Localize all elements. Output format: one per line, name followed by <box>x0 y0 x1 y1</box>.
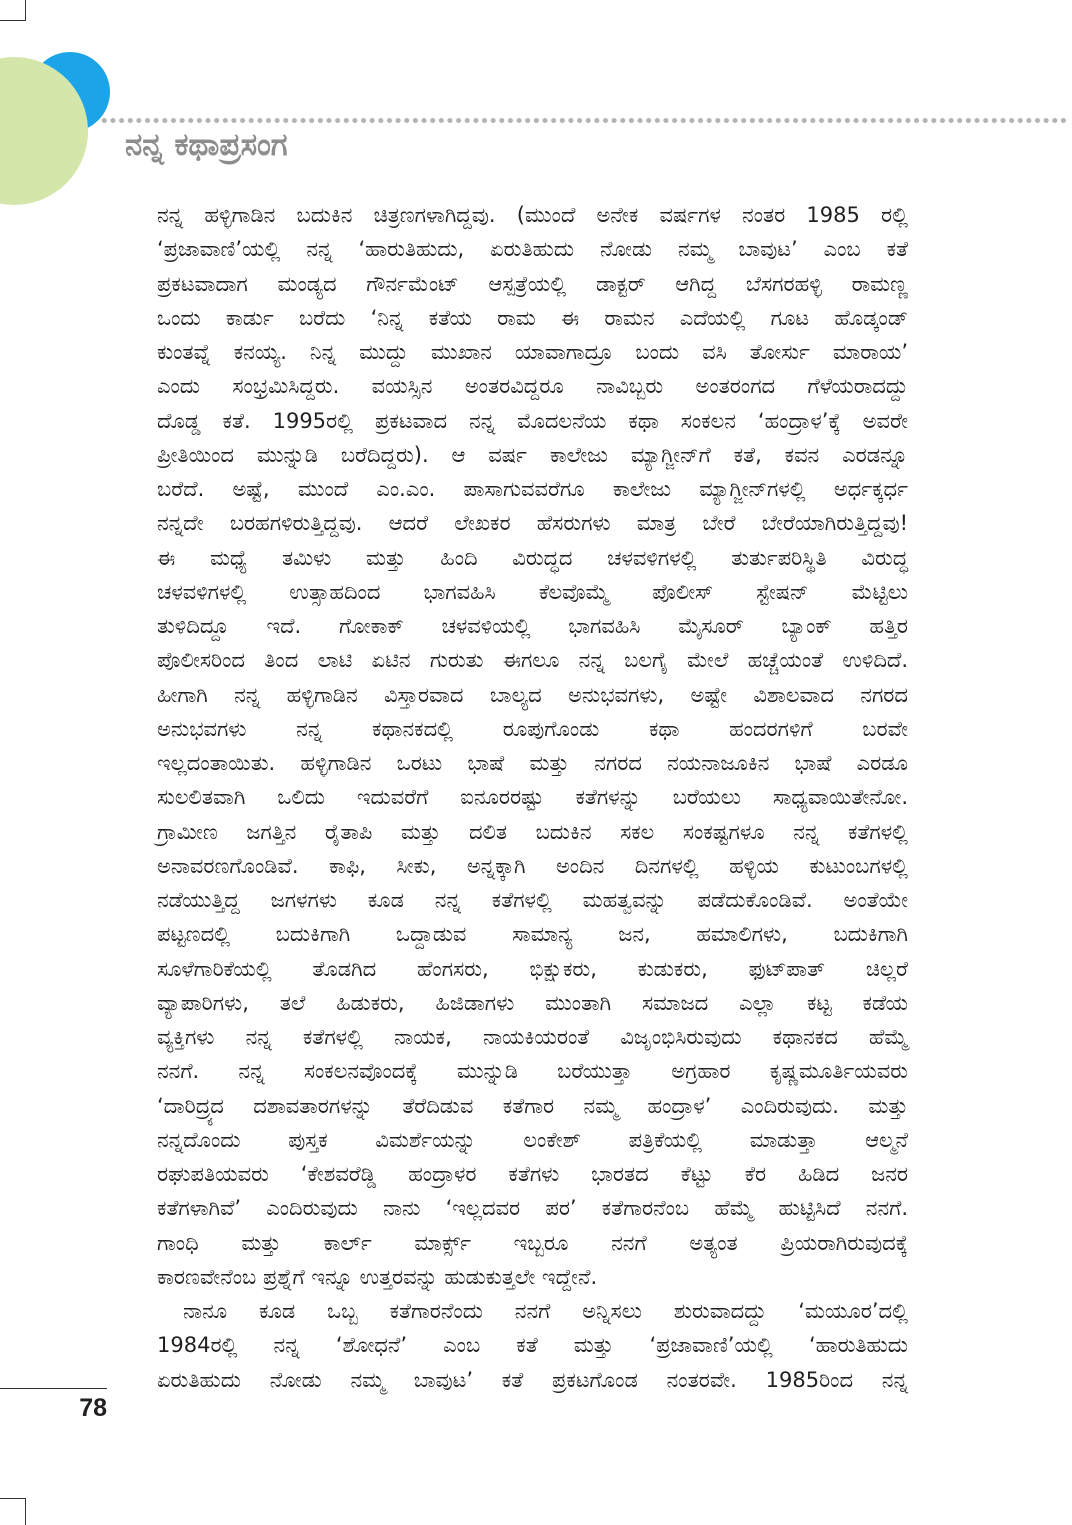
body-text-line: ಪಟ್ಟಣದಲ್ಲಿ ಬದುಕಿಗಾಗಿ ಒದ್ದಾಡುವ ಸಾಮಾನ್ಯ ಜನ, ಹಮಾಲಿಗಳು, ಬದುಕಿಗಾಗಿ <box>157 922 908 947</box>
body-text-line: ಪೊಲೀಸರಿಂದ ತಿಂದ ಲಾಟಿ ಏಟಿನ ಗುರುತು ಈಗಲೂ ನನ್ನ ಬಲಗೈ ಮೇಲೆ ಹಚ್ಚೆಯಂತೆ ಉಳಿದಿದೆ. <box>157 648 908 673</box>
body-text-line: ವ್ಯಕ್ತಿಗಳು ನನ್ನ ಕತೆಗಳಲ್ಲಿ ನಾಯಕ, ನಾಯಕಿಯರಂತೆ ವಿಜೃಂಭಿಸಿರುವುದು ಕಥಾನಕದ ಹೆಮ್ಮೆ <box>157 1025 908 1049</box>
body-text-line: ಇಲ್ಲದಂತಾಯಿತು. ಹಳ್ಳಿಗಾಡಿನ ಒರಟು ಭಾಷೆ ಮತ್ತು ನಗರದ ನಯನಾಜೂಕಿನ ಭಾಷೆ ಎರಡೂ <box>157 751 908 775</box>
body-text-line: ದೊಡ್ಡ ಕತೆ. 1995ರಲ್ಲಿ ಪ್ರಕಟವಾದ ನನ್ನ ಮೊದಲನೆಯ ಕಥಾ ಸಂಕಲನ ‘ಹಂದ್ರಾಳ’ಕ್ಕೆ ಅವರೇ <box>157 408 908 433</box>
header-dotted-rule <box>100 117 1068 124</box>
body-text-line: ಈ ಮಧ್ಯೆ ತಮಿಳು ಮತ್ತು ಹಿಂದಿ ವಿರುದ್ಧದ ಚಳವಳಿಗಳಲ್ಲಿ ತುರ್ತುಪರಿಸ್ಥಿತಿ ವಿರುದ್ಧ <box>157 545 908 570</box>
body-text-line: ನನ್ನದೊಂದು ಪುಸ್ತಕ ವಿಮರ್ಶೆಯನ್ನು ಲಂಕೇಶ್ ಪತ್ರಿಕೆಯಲ್ಲಿ ಮಾಡುತ್ತಾ ಆಲ್ಮನೆ <box>157 1127 908 1152</box>
body-text-line: ಹೀಗಾಗಿ ನನ್ನ ಹಳ್ಳಿಗಾಡಿನ ವಿಸ್ತಾರವಾದ ಬಾಲ್ಯದ ಅನುಭವಗಳು, ಅಷ್ಟೇ ವಿಶಾಲವಾದ ನಗರದ <box>157 682 908 707</box>
body-text-line: ಒಂದು ಕಾರ್ಡು ಬರೆದು ‘ನಿನ್ನ ಕತೆಯ ರಾಮ ಈ ರಾಮನ ಎದೆಯಲ್ಲಿ ಗೂಟ ಹೊಡ್ಕಂಡ್ <box>157 305 908 330</box>
body-text-line: ಕತೆಗಳಾಗಿವೆ’ ಎಂದಿರುವುದು ನಾನು ‘ಇಲ್ಲದವರ ಪರ’ ಕತೆಗಾರನೆಂಬ ಹೆಮ್ಮೆ ಹುಟ್ಟಿಸಿದೆ ನನಗೆ. <box>157 1196 908 1221</box>
crop-mark-top-left-vertical <box>25 0 26 21</box>
body-text-line: ತುಳಿದಿದ್ದೂ ಇದೆ. ಗೋಕಾಕ್ ಚಳವಳಿಯಲ್ಲಿ ಭಾಗವಹಿಸಿ ಮೈಸೂರ್ ಬ್ಯಾಂಕ್ ಹತ್ತಿರ <box>157 614 908 638</box>
body-text-line: ಅನಾವರಣಗೊಂಡಿವೆ. ಕಾಫಿ, ಸೀಕು, ಅನ್ನಕ್ಕಾಗಿ ಅಂದಿನ ದಿನಗಳಲ್ಲಿ ಹಳ್ಳಿಯ ಕುಟುಂಬಗಳಲ್ಲಿ <box>157 853 908 878</box>
body-text-line: ಸುಲಲಿತವಾಗಿ ಒಲಿದು ಇದುವರೆಗೆ ಐನೂರರಷ್ಟು ಕತೆಗಳನ್ನು ಬರೆಯಲು ಸಾಧ್ಯವಾಯಿತೇನೋ. <box>157 785 908 810</box>
body-text-line: 1984ರಲ್ಲಿ ನನ್ನ ‘ಶೋಧನೆ’ ಎಂಬ ಕತೆ ಮತ್ತು ‘ಪ್ರಜಾವಾಣಿ’ಯಲ್ಲಿ ‘ಹಾರುತಿಹುದು <box>157 1333 908 1358</box>
body-text-line: ರಘುಪತಿಯವರು ‘ಕೇಶವರೆಡ್ಡಿ ಹಂದ್ರಾಳರ ಕತೆಗಳು ಭಾರತದ ಕೆಟ್ಟು ಕೆರ ಹಿಡಿದ ಜನರ <box>157 1162 908 1186</box>
crop-mark-bottom-left-vertical <box>25 1498 26 1525</box>
body-text-line: ಕಾರಣವೇನೆಂಬ ಪ್ರಶ್ನೆಗೆ ಇನ್ನೂ ಉತ್ತರವನ್ನು ಹುಡುಕುತ್ತಲೇ ಇದ್ದೇನೆ. <box>157 1264 598 1289</box>
body-text-line: ನನಗೆ. ನನ್ನ ಸಂಕಲನವೊಂದಕ್ಕೆ ಮುನ್ನುಡಿ ಬರೆಯುತ್ತಾ ಅಗ್ರಹಾರ ಕೃಷ್ಣಮೂರ್ತಿಯವರು <box>157 1059 908 1084</box>
crop-mark-top-left-horizontal <box>0 20 26 21</box>
body-text-line: ಬರೆದೆ. ಅಷ್ಟೆ, ಮುಂದೆ ಎಂ.ಎಂ. ಪಾಸಾಗುವವರೆಗೂ ಕಾಲೇಜು ಮ್ಯಾಗ್ಜೀನ್‌ಗಳಲ್ಲಿ ಅರ್ಧಕ್ಕರ್ಧ <box>157 477 908 501</box>
body-text-line: ವ್ಯಾಪಾರಿಗಳು, ತಲೆ ಹಿಡುಕರು, ಹಿಜಿಡಾಗಳು ಮುಂತಾಗಿ ಸಮಾಜದ ಎಲ್ಲಾ ಕಟ್ಟ ಕಡೆಯ <box>157 990 908 1015</box>
body-text-line: ನಾನೂ ಕೂಡ ಒಬ್ಬ ಕತೆಗಾರನೆಂದು ನನಗೆ ಅನ್ನಿಸಲು ಶುರುವಾದದ್ದು ‘ಮಯೂರ’ದಲ್ಲಿ <box>183 1299 908 1323</box>
paragraph <box>157 198 908 1294</box>
body-text-line: ಚಳವಳಿಗಳಲ್ಲಿ ಉತ್ಸಾಹದಿಂದ ಭಾಗವಹಿಸಿ ಕೆಲವೊಮ್ಮೆ ಪೊಲೀಸ್ ಸ್ಟೇಷನ್ ಮೆಟ್ಟಿಲು <box>157 579 908 604</box>
page-number: 78 <box>79 1394 107 1422</box>
body-text-line: ಎಂದು ಸಂಭ್ರಮಿಸಿದ್ದರು. ವಯಸ್ಸಿನ ಅಂತರವಿದ್ದರೂ ನಾವಿಬ್ಬರು ಅಂತರಂಗದ ಗೆಳೆಯರಾದದ್ದು <box>157 374 908 399</box>
body-text-line: ‘ಪ್ರಜಾವಾಣಿ’ಯಲ್ಲಿ ನನ್ನ ‘ಹಾರುತಿಹುದು, ಏರುತಿಹುದು ನೋಡು ನಮ್ಮ ಬಾವುಟ’ ಎಂಬ ಕತೆ <box>157 237 908 262</box>
body-text-line: ನಡೆಯುತ್ತಿದ್ದ ಜಗಳಗಳು ಕೂಡ ನನ್ನ ಕತೆಗಳಲ್ಲಿ ಮಹತ್ವವನ್ನು ಪಡೆದುಕೊಂಡಿವೆ. ಅಂತೆಯೇ <box>157 888 908 912</box>
body-text-line: ಸೂಳೆಗಾರಿಕೆಯಲ್ಲಿ ತೊಡಗಿದ ಹೆಂಗಸರು, ಭಿಕ್ಷುಕರು, ಕುಡುಕರು, ಫುಟ್‌ಪಾತ್ ಚಿಲ್ಲರೆ <box>157 956 908 981</box>
body-text-line: ನನ್ನದೇ ಬರಹಗಳಿರುತ್ತಿದ್ದವು. ಆದರೆ ಲೇಖಕರ ಹೆಸರುಗಳು ಮಾತ್ರ ಬೇರೆ ಬೇರೆಯಾಗಿರುತ್ತಿದ್ದವು! <box>157 511 908 536</box>
body-text-line: ಏರುತಿಹುದು ನೋಡು ನಮ್ಮ ಬಾವುಟ’ ಕತೆ ಪ್ರಕಟಗೊಂಡ ನಂತರವೇ. 1985ರಿಂದ ನನ್ನ <box>157 1367 908 1392</box>
body-text-line: ಪ್ರೀತಿಯಿಂದ ಮುನ್ನುಡಿ ಬರೆದಿದ್ದರು). ಆ ವರ್ಷ ಕಾಲೇಜು ಮ್ಯಾಗ್ಜೀನ್‌ಗೆ ಕತೆ, ಕವನ ಎರಡನ್ನೂ <box>157 442 908 467</box>
body-text-line: ಪ್ರಕಟವಾದಾಗ ಮಂಡ್ಯದ ಗೌರ್ನಮೆಂಟ್ ಆಸ್ಪತ್ರೆಯಲ್ಲಿ ಡಾಕ್ಟರ್ ಆಗಿದ್ದ ಬೆಸಗರಹಳ್ಳಿ ರಾಮಣ್ಣ <box>157 271 908 296</box>
body-text-line: ಅನುಭವಗಳು ನನ್ನ ಕಥಾನಕದಲ್ಲಿ ರೂಪುಗೊಂಡು ಕಥಾ ಹಂದರಗಳಿಗೆ ಬರವೇ <box>157 716 908 741</box>
body-text-line: ಗ್ರಾಮೀಣ ಜಗತ್ತಿನ ರೈತಾಪಿ ಮತ್ತು ದಲಿತ ಬದುಕಿನ ಸಕಲ ಸಂಕಷ್ಟಗಳೂ ನನ್ನ ಕತೆಗಳಲ್ಲಿ <box>157 819 908 844</box>
body-text-line: ಗಾಂಧಿ ಮತ್ತು ಕಾರ್ಲ್ ಮಾರ್ಕ್ಸ್ ಇಬ್ಬರೂ ನನಗೆ ಅತ್ಯಂತ ಪ್ರಿಯರಾಗಿರುವುದಕ್ಕೆ <box>157 1230 908 1255</box>
body-text-line: ‘ದಾರಿದ್ರ್ಯದ ದಶಾವತಾರಗಳನ್ನು ತೆರೆದಿಡುವ ಕತೆಗಾರ ನಮ್ಮ ಹಂದ್ರಾಳ’ ಎಂದಿರುವುದು. ಮತ್ತು <box>157 1093 908 1118</box>
paragraph <box>157 1294 908 1397</box>
body-text-line: ನನ್ನ ಹಳ್ಳಿಗಾಡಿನ ಬದುಕಿನ ಚಿತ್ರಣಗಳಾಗಿದ್ದವು. (ಮುಂದೆ ಅನೇಕ ವರ್ಷಗಳ ನಂತರ 1985 ರಲ್ಲಿ <box>157 203 908 227</box>
crop-mark-bottom-left-horizontal <box>0 1498 26 1499</box>
page-number-rule <box>0 1388 107 1389</box>
chapter-title: ನನ್ನ ಕಥಾಪ್ರಸಂಗ <box>125 127 288 163</box>
body-text-line: ಕುಂತವ್ನೆ ಕನಯ್ಯ. ನಿನ್ನ ಮುದ್ದು ಮುಖಾನ ಯಾವಾಗಾದ್ರೂ ಬಂದು ವಸಿ ತೋರ್ಸು ಮಾರಾಯ’ <box>157 340 908 364</box>
body-text <box>157 198 908 1397</box>
